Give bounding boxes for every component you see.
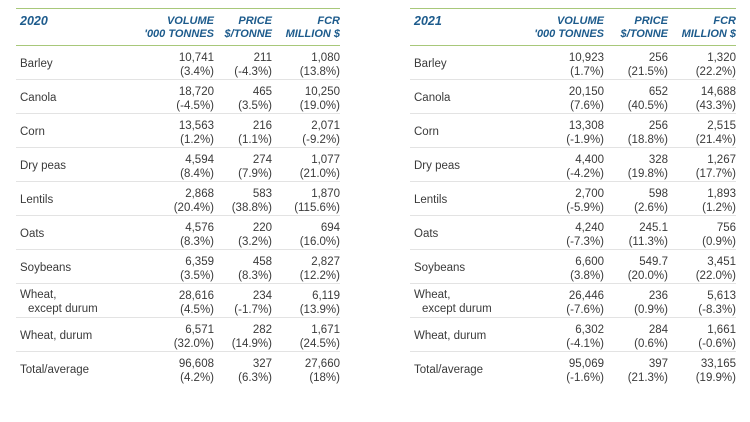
table-2020 — [16, 8, 340, 385]
price-cell: 220 (3.2%) — [238, 222, 272, 248]
price-cell: 327 (6.3%) — [238, 358, 272, 384]
price-cell: 598 (2.6%) — [634, 188, 668, 214]
table-row — [410, 284, 736, 318]
volume-header: VOLUME '000 TONNES — [144, 15, 214, 40]
volume-cell: 96,608 (4.2%) — [178, 358, 214, 384]
table-row — [410, 46, 736, 80]
price-cell: 236 (0.9%) — [634, 290, 668, 316]
volume-cell: 6,359 (3.5%) — [180, 256, 214, 282]
table-row — [16, 148, 340, 182]
table-row — [410, 80, 736, 114]
volume-cell: 4,594 (8.4%) — [180, 154, 214, 180]
price-cell: 328 (19.8%) — [627, 154, 668, 180]
table-row — [410, 216, 736, 250]
total-row — [410, 352, 736, 386]
year-heading: 2021 — [414, 14, 442, 28]
fcr-cell: 2,827 (12.2%) — [299, 256, 340, 282]
fcr-cell: 756 (0.9%) — [702, 222, 736, 248]
crop-name: Lentils — [414, 194, 448, 206]
volume-cell: 26,446 (-7.6%) — [566, 290, 604, 316]
crop-name: Barley — [20, 58, 53, 70]
crop-name: Dry peas — [20, 160, 67, 172]
fcr-cell: 1,320 (22.2%) — [695, 52, 736, 78]
crop-name: Soybeans — [20, 262, 72, 274]
volume-cell: 18,720 (-4.5%) — [176, 86, 214, 112]
crop-name: Barley — [414, 58, 447, 70]
table-row — [16, 318, 340, 352]
price-cell: 465 (3.5%) — [238, 86, 272, 112]
volume-cell: 6,302 (-4.1%) — [566, 324, 604, 350]
price-cell: 458 (8.3%) — [238, 256, 272, 282]
table-row — [16, 46, 340, 80]
table-row — [16, 182, 340, 216]
fcr-header: FCR MILLION $ — [285, 15, 340, 40]
table-row — [410, 114, 736, 148]
total-row — [16, 352, 340, 386]
table-row — [410, 148, 736, 182]
price-cell: 284 (0.6%) — [634, 324, 668, 350]
table-row — [16, 250, 340, 284]
fcr-cell: 2,515 (21.4%) — [695, 120, 736, 146]
price-cell: 256 (21.5%) — [627, 52, 668, 78]
crop-name: Lentils — [20, 194, 54, 206]
volume-cell: 28,616 (4.5%) — [178, 290, 214, 316]
fcr-cell: 2,071 (-9.2%) — [302, 120, 340, 146]
volume-cell: 4,576 (8.3%) — [180, 222, 214, 248]
volume-cell: 4,240 (-7.3%) — [566, 222, 604, 248]
crop-name: Total/average — [414, 364, 484, 376]
fcr-cell: 1,671 (24.5%) — [299, 324, 340, 350]
crop-name: Wheat, durum — [20, 330, 93, 342]
price-cell: 397 (21.3%) — [627, 358, 668, 384]
table-row — [16, 80, 340, 114]
price-cell: 216 (1.1%) — [238, 120, 272, 146]
table-row — [16, 284, 340, 318]
table-row — [410, 318, 736, 352]
price-header: PRICE $/TONNE — [620, 15, 668, 40]
volume-cell: 2,868 (20.4%) — [173, 188, 214, 214]
crop-name: Wheat, except durum — [414, 289, 492, 315]
year-heading: 2020 — [20, 14, 48, 28]
fcr-cell: 10,250 (19.0%) — [299, 86, 340, 112]
volume-cell: 95,069 (-1.6%) — [566, 358, 604, 384]
fcr-cell: 3,451 (22.0%) — [695, 256, 736, 282]
volume-cell: 6,571 (32.0%) — [173, 324, 214, 350]
fcr-cell: 1,080 (13.8%) — [299, 52, 340, 78]
crop-name: Corn — [20, 126, 45, 138]
crop-name: Corn — [414, 126, 439, 138]
price-cell: 211 (-4.3%) — [234, 52, 272, 78]
fcr-cell: 27,660 (18%) — [304, 358, 340, 384]
volume-cell: 4,400 (-4.2%) — [566, 154, 604, 180]
volume-cell: 6,600 (3.8%) — [570, 256, 604, 282]
price-cell: 245.1 (11.3%) — [628, 222, 668, 248]
volume-cell: 13,563 (1.2%) — [178, 120, 214, 146]
price-cell: 549.7 (20.0%) — [627, 256, 668, 282]
crop-name: Dry peas — [414, 160, 461, 172]
fcr-cell: 1,870 (115.6%) — [294, 188, 340, 214]
fcr-cell: 14,688 (43.3%) — [695, 86, 736, 112]
table-2021 — [410, 8, 736, 385]
volume-cell: 10,741 (3.4%) — [178, 52, 214, 78]
crop-name: Soybeans — [414, 262, 466, 274]
fcr-cell: 694 (16.0%) — [299, 222, 340, 248]
crop-name: Total/average — [20, 364, 90, 376]
volume-cell: 13,308 (-1.9%) — [566, 120, 604, 146]
price-cell: 652 (40.5%) — [627, 86, 668, 112]
price-cell: 256 (18.8%) — [627, 120, 668, 146]
table-row — [410, 182, 736, 216]
crop-name: Canola — [414, 92, 451, 104]
price-cell: 234 (-1.7%) — [234, 290, 272, 316]
table-row — [16, 114, 340, 148]
fcr-cell: 1,893 (1.2%) — [702, 188, 736, 214]
table-row — [16, 216, 340, 250]
crop-name: Oats — [414, 228, 439, 240]
fcr-cell: 1,077 (21.0%) — [299, 154, 340, 180]
crop-name: Wheat, except durum — [20, 289, 98, 315]
price-cell: 282 (14.9%) — [231, 324, 272, 350]
fcr-cell: 33,165 (19.9%) — [695, 358, 736, 384]
fcr-cell: 1,267 (17.7%) — [695, 154, 736, 180]
volume-cell: 10,923 (1.7%) — [568, 52, 604, 78]
crop-name: Wheat, durum — [414, 330, 487, 342]
fcr-header: FCR MILLION $ — [681, 15, 736, 40]
volume-cell: 2,700 (-5.9%) — [566, 188, 604, 214]
fcr-cell: 6,119 (13.9%) — [299, 290, 340, 316]
volume-header: VOLUME '000 TONNES — [534, 15, 604, 40]
fcr-cell: 1,661 (-0.6%) — [698, 324, 736, 350]
table-row — [410, 250, 736, 284]
price-header: PRICE $/TONNE — [224, 15, 272, 40]
fcr-cell: 5,613 (-8.3%) — [698, 290, 736, 316]
price-cell: 274 (7.9%) — [238, 154, 272, 180]
crop-name: Oats — [20, 228, 45, 240]
volume-cell: 20,150 (7.6%) — [568, 86, 604, 112]
price-cell: 583 (38.8%) — [231, 188, 272, 214]
crop-name: Canola — [20, 92, 57, 104]
